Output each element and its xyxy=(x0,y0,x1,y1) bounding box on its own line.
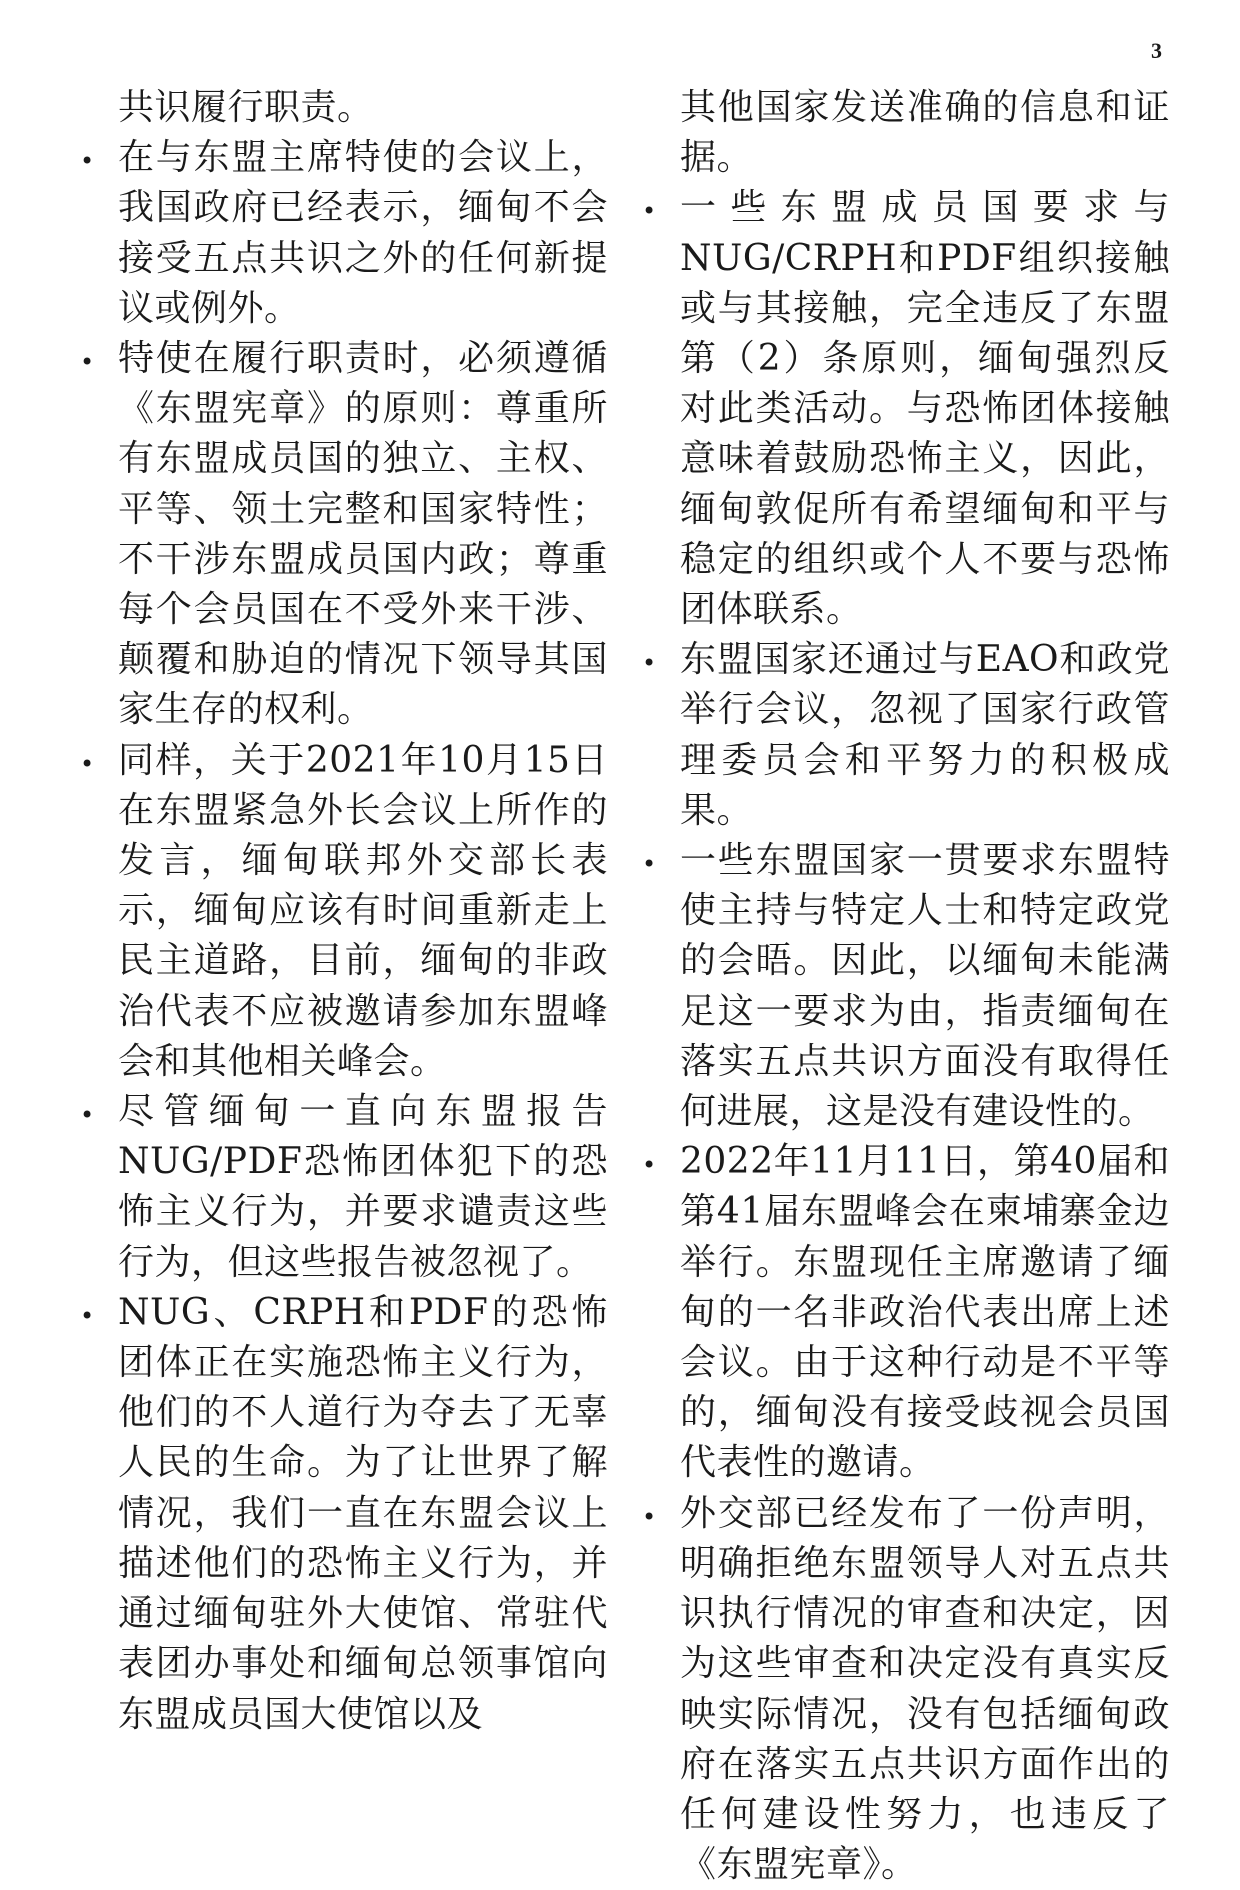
bullet-item: • 一些东盟国家一贯要求东盟特使主持与特定人士和特定政党的会晤。因此，以缅甸未能满足这一要求为由，指责缅甸在落实五点共识方面没有取得任何进展，这是没有建设性的。 xyxy=(680,836,1170,1137)
bullet-item: • 特使在履行职责时，必须遵循《东盟宪章》的原则：尊重所有东盟成员国的独立、主权、平等、领土完整和国家特性；不干涉东盟成员国内政；尊重每个会员国在不受外来干涉、颠覆和胁迫的情况下领导其国家生存的权利。 xyxy=(118,334,608,736)
bullet-item: • 同样，关于2021年10月15日在东盟紧急外长会议上所作的发言，缅甸联邦外交部长表示，缅甸应该有时间重新走上民主道路，目前，缅甸的非政治代表不应被邀请参加东盟峰会和其他相关峰会。 xyxy=(118,736,608,1087)
bullet-item: • NUG、CRPH和PDF的恐怖团体正在实施恐怖主义行为，他们的不人道行为夺去了无辜人民的生命。为了让世界了解情况，我们一直在东盟会议上描述他们的恐怖主义行为，并通过缅甸驻外大使馆、常驻代表团办事处和缅甸总领事馆向东盟成员国大使馆以及 xyxy=(118,1288,608,1740)
page-number: 3 xyxy=(1151,38,1162,63)
bullet-item: • 2022年11月11日，第40届和第41届东盟峰会在柬埔寨金边举行。东盟现任主席邀请了缅甸的一名非政治代表出席上述会议。由于这种行动是不平等的，缅甸没有接受歧视会员国代表性的邀请。 xyxy=(680,1137,1170,1488)
right-column xyxy=(680,83,1170,1890)
bullet-item: • 东盟国家还通过与EAO和政党举行会议，忽视了国家行政管理委员会和平努力的积极成果。 xyxy=(680,635,1170,836)
bullet-item: • 一些东盟成员国要求与NUG/CRPH和PDF组织接触或与其接触，完全违反了东盟第（2）条原则，缅甸强烈反对此类活动。与恐怖团体接触意味着鼓励恐怖主义，因此，缅甸敦促所有希望缅甸和平与稳定的组织或个人不要与恐怖团体联系。 xyxy=(680,183,1170,635)
bullet-item: • 尽管缅甸一直向东盟报告NUG/PDF恐怖团体犯下的恐怖主义行为，并要求谴责这些行为，但这些报告被忽视了。 xyxy=(118,1087,608,1288)
left-column xyxy=(118,83,608,1740)
bullet-item: • 外交部已经发布了一份声明，明确拒绝东盟领导人对五点共识执行情况的审查和决定，因为这些审查和决定没有真实反映实际情况，没有包括缅甸政府在落实五点共识方面作出的任何建设性努力，也违反了《东盟宪章》。 xyxy=(680,1489,1170,1890)
bullet-item: • 在与东盟主席特使的会议上，我国政府已经表示，缅甸不会接受五点共识之外的任何新提议或例外。 xyxy=(118,133,608,334)
paragraph-continuation: 共识履行职责。 xyxy=(118,87,374,128)
paragraph-continuation: 其他国家发送准确的信息和证据。 xyxy=(680,87,1170,179)
